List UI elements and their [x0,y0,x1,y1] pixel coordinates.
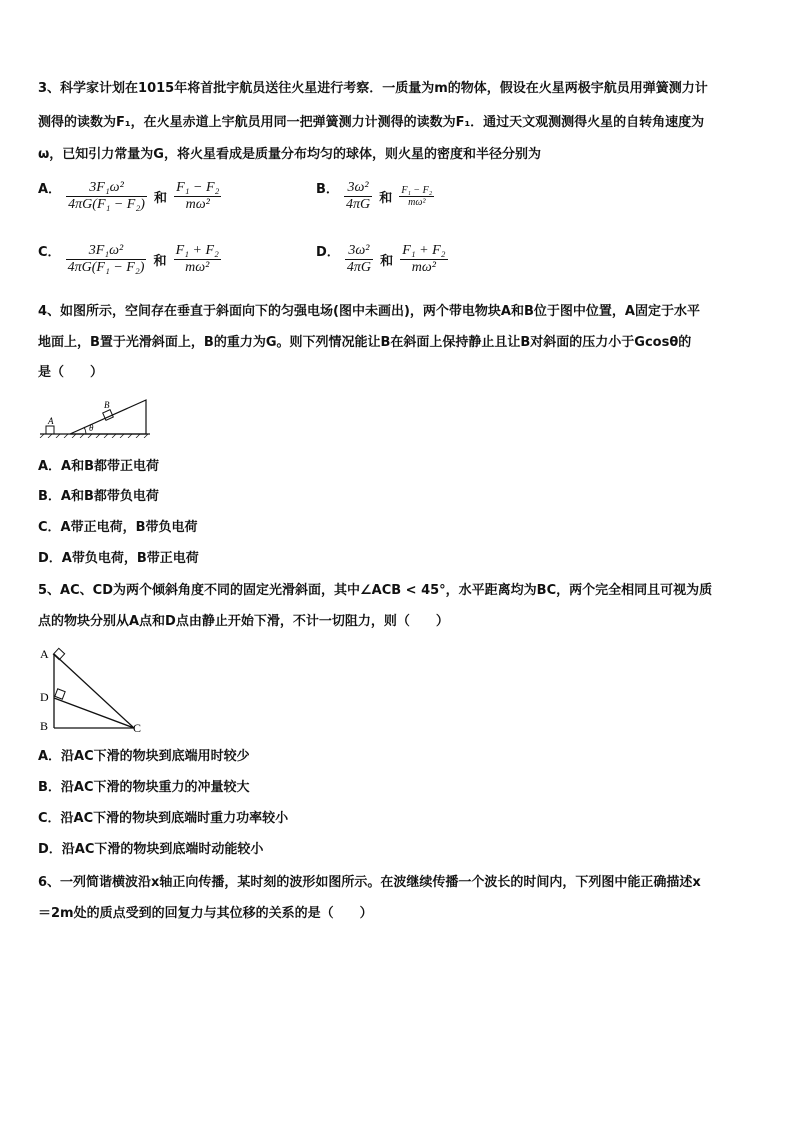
radius-fraction [174,180,221,213]
density-fraction [66,180,147,213]
angle-arc [84,427,86,434]
slope-ac [54,654,134,728]
density-fraction [344,180,372,213]
and-word: 和 [153,191,167,206]
option-label: C． [38,245,61,260]
q5-option-b[interactable]: B．沿AC下滑的物块重力的冲量较大 [38,780,250,795]
numerator: 3F₁ω² [66,180,147,197]
denominator: mω² [185,197,210,212]
q4-stem-line3: 是（ ） [38,365,104,380]
q3-stem-line1: 3、科学家计划在1015年将首批宇航员送往火星进行考察．一质量为m的物体，假设在火星两极宇航员用弹簧测力计 [38,81,708,96]
numerator: F₁ − F₂ [401,185,433,196]
q6-stem-line2: ＝2m处的质点受到的回复力与其位移的关系的是（ ） [38,906,373,921]
numerator: 3ω² [344,180,372,197]
q4-stem-line2: 地面上，B置于光滑斜面上，B的重力为G。则下列情况能让B在斜面上保持静止且让B对斜面的压力小于Gcosθ的 [38,335,692,350]
denominator: 4πG [346,260,372,275]
label-theta: θ [89,423,94,433]
denominator: mω² [411,260,436,275]
density-fraction [345,243,373,276]
label-c: C [133,721,142,735]
numerator: F₁ − F₂ [176,180,220,195]
denominator: 4πG [346,197,371,212]
block-at-d [55,689,65,699]
q4-option-a[interactable]: A．A和B都带正电荷 [38,459,160,474]
q5-option-a[interactable]: A．沿AC下滑的物块到底端用时较少 [38,749,250,764]
slope-dc [54,698,134,728]
q5-stem-line2: 点的物块分别从A点和D点由静止开始下滑，不计一切阻力，则（ ） [38,614,449,629]
and-word: 和 [380,254,394,269]
denominator: 4πG(F₁ − F₂) [67,260,145,275]
numerator: F₁ + F₂ [175,243,219,258]
denominator: 4πG(F₁ − F₂) [68,197,145,212]
label-b: B [104,400,110,410]
option-label: A． [38,182,62,197]
block-a [46,426,54,434]
numerator: 3F₁ω² [66,243,147,260]
q3-option-c[interactable] [38,243,221,276]
option-label: B． [316,182,339,197]
label-d: D [40,690,49,704]
numerator: F₁ + F₂ [402,243,446,258]
denominator: mω² [185,260,210,275]
q5-stem-line1: 5、AC、CD为两个倾斜角度不同的固定光滑斜面，其中∠ACB < 45°，水平距离均为BC，两个完全相同且可视为质 [38,583,713,598]
q3-option-d[interactable] [316,243,448,276]
q3-stem-line3: ω，已知引力常量为G，将火星看成是质量分布均匀的球体，则火星的密度和半径分别为 [38,147,541,162]
q4-option-b[interactable]: B．A和B都带负电荷 [38,489,159,504]
density-fraction [66,243,147,276]
q4-option-c[interactable]: C．A带正电荷，B带负电荷 [38,520,198,535]
label-a: A [40,647,49,661]
q3-stem-line2: 测得的读数为F₁，在火星赤道上宇航员用同一把弹簧测力计测得的读数为F₁．通过天文观测测得火星的自转角速度为 [38,115,705,130]
and-word: 和 [379,191,393,206]
label-b: B [40,719,49,733]
label-a: A [48,416,54,426]
q4-incline-figure [38,396,158,438]
q5-option-c[interactable]: C．沿AC下滑的物块到底端时重力功率较小 [38,811,289,826]
denominator: mω² [408,197,426,208]
q5-option-d[interactable]: D．沿AC下滑的物块到底端时动能较小 [38,842,264,857]
option-label: D． [316,245,340,260]
radius-fraction [174,243,221,276]
q3-option-b[interactable] [316,180,434,213]
radius-fraction [400,243,447,276]
numerator: 3ω² [345,243,373,260]
and-word: 和 [153,254,167,269]
q4-stem-line1: 4、如图所示，空间存在垂直于斜面向下的匀强电场(图中未画出)，两个带电物块A和B位于图中位置，A固定于水平 [38,304,700,319]
q3-option-a[interactable] [38,180,221,213]
radius-fraction [399,185,434,208]
q5-slope-figure [38,644,148,736]
q6-stem-line1: 6、一列简谐横波沿x轴正向传播，某时刻的波形如图所示。在波继续传播一个波长的时间内，下列图中能正确描述x [38,875,701,890]
ground-hatching [40,434,148,438]
q4-option-d[interactable]: D．A带负电荷，B带正电荷 [38,551,199,566]
